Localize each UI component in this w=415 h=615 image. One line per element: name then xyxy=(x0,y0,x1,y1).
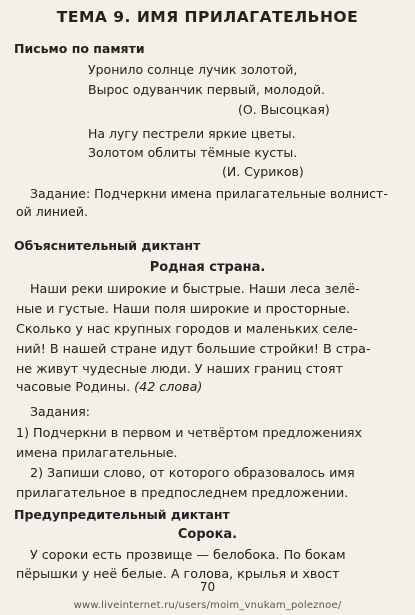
dictation-last-line xyxy=(16,379,202,394)
poem-line: Вырос одуванчик первый, молодой. xyxy=(88,82,325,97)
dictation-line: не живут чудесные люди. У наших границ стоят xyxy=(16,361,343,376)
poem-author: (О. Высоцкая) xyxy=(238,102,330,117)
task-line: 1) Подчеркни в первом и четвёртом предложениях xyxy=(16,425,363,440)
word-count: (42 слова) xyxy=(134,379,203,394)
page-number: 70 xyxy=(199,580,216,594)
warning-subtitle: Сорока. xyxy=(177,527,238,542)
poem-line: На лугу пестрели яркие цветы. xyxy=(88,126,296,141)
dictation-line: ные и густые. Наши поля широкие и просторные. xyxy=(16,301,351,316)
warning-line: У сороки есть прозвище — белобока. По бокам xyxy=(30,547,346,562)
warning-line: пёрышки у неё белые. А голова, крылья и хвост xyxy=(16,566,340,581)
task-text: Задание: Подчеркни имена прилагательные волнист- xyxy=(30,186,388,201)
section-heading-warning: Предупредительный диктант xyxy=(14,507,230,522)
task-line: 2) Запиши слово, от которого образовалось имя xyxy=(30,465,355,480)
task-text: ой линией. xyxy=(16,204,88,219)
dictation-line: ний! В нашей стране идут большие стройки! В стра- xyxy=(16,341,371,356)
dictation-line: Наши реки широкие и быстрые. Наши леса зелё- xyxy=(30,281,360,296)
dictation-line: Сколько у нас крупных городов и маленьких селе- xyxy=(16,321,358,336)
task-line: прилагательное в предпоследнем предложении. xyxy=(16,485,349,500)
page-title: ТЕМА 9. ИМЯ ПРИЛАГАТЕЛЬНОЕ xyxy=(56,8,359,26)
tasks-label: Задания: xyxy=(30,404,91,419)
poem-author: (И. Суриков) xyxy=(222,164,304,179)
task-line: имена прилагательные. xyxy=(16,445,178,460)
poem-line: Уронило солнце лучик золотой, xyxy=(88,62,298,77)
dictation-subtitle: Родная страна. xyxy=(149,260,266,275)
section-heading-memory: Письмо по памяти xyxy=(14,41,145,56)
watermark-url: www.liveinternet.ru/users/moim_vnukam_poleznoe/ xyxy=(73,600,342,611)
section-heading-dictation: Объяснительный диктант xyxy=(14,238,201,253)
poem-line: Золотом облиты тёмные кусты. xyxy=(88,145,298,160)
dictation-last-text: часовые Родины. xyxy=(16,379,131,394)
